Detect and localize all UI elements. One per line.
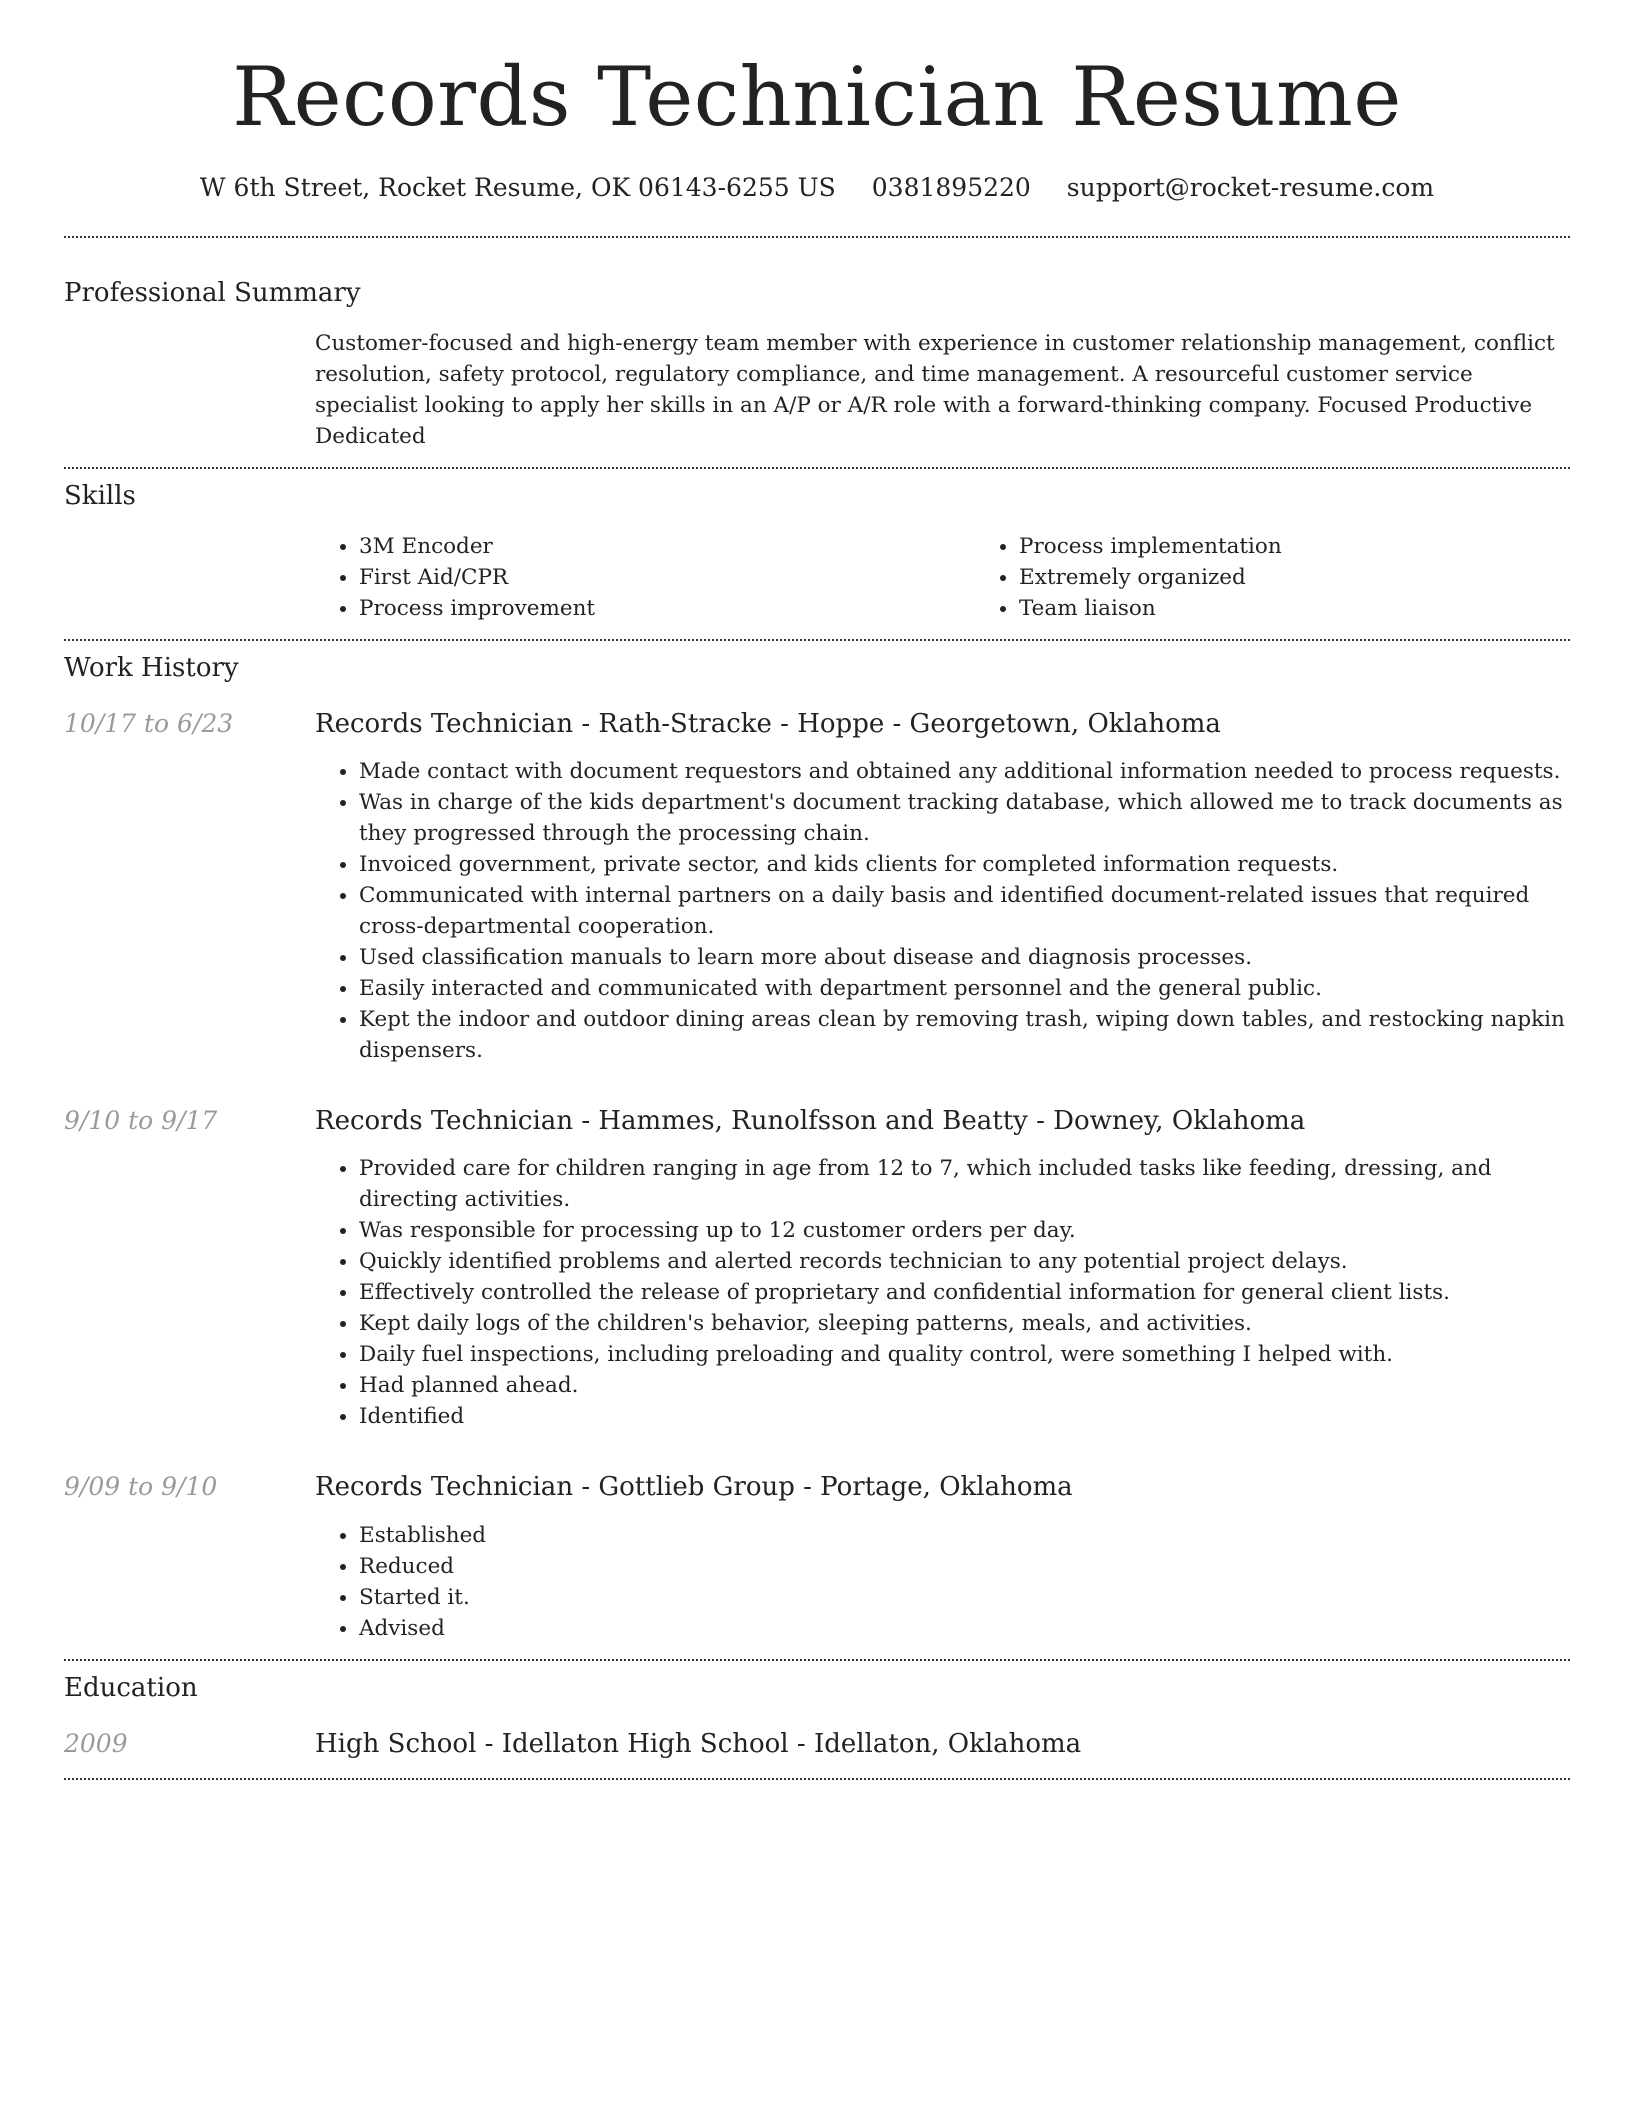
job-dates: 10/17 to 6/23 [64, 709, 234, 738]
skills-section [64, 531, 1570, 624]
section-title-summary: Professional Summary [64, 278, 361, 308]
education-body [315, 1729, 1570, 1760]
resume-page [64, 0, 1570, 1780]
education-entry [64, 1729, 1570, 1760]
job-dates: 9/10 to 9/17 [64, 1106, 218, 1136]
job-body [315, 1472, 1570, 1643]
education-dates: 2009 [64, 1728, 128, 1758]
job-bullet: • Identified [359, 1401, 1570, 1432]
job-bullet: • Quickly identified problems and alerted records technician to any potential project delays. [359, 1246, 1570, 1277]
job-entry [64, 1472, 1570, 1643]
summary-text: Customer-focused and high-energy team member with experience in customer relationship management, conflict resolution, safety protocol, regulatory compliance, and time management. A resourceful customer service specialist looking to apply her skills in an A/P or A/R role with a forward-thinking company. Focused Productive Dedicated [315, 331, 1555, 449]
job-bullets [315, 1520, 1570, 1644]
job-bullet: • Was responsible for processing up to 12 customer orders per day. [359, 1215, 1570, 1246]
skills-spacer [64, 531, 315, 624]
skills-column-left [315, 531, 975, 624]
divider [64, 1778, 1570, 1780]
skill-item: • First Aid/CPR [359, 562, 975, 593]
skill-item: • Team liaison [1019, 593, 1632, 624]
divider [64, 467, 1570, 469]
divider [64, 236, 1570, 238]
summary-body [315, 328, 1570, 452]
job-heading: Records Technician - Hammes, Runolfsson and Beatty - Downey, Oklahoma [315, 1106, 1306, 1137]
job-bullet: • Daily fuel inspections, including preloading and quality control, were something I helped with. [359, 1339, 1570, 1370]
email: support@rocket-resume.com [1066, 173, 1435, 202]
education-heading: High School - Idellaton High School - Idellaton, Oklahoma [315, 1728, 1082, 1759]
job-dates: 9/09 to 9/10 [64, 1472, 218, 1502]
skill-item: • 3M Encoder [359, 531, 975, 562]
resume-title: Records Technician Resume [232, 51, 1402, 145]
skills-list [315, 531, 1632, 624]
job-bullets [315, 756, 1570, 1066]
job-bullet: • Established [359, 1520, 1570, 1551]
job-bullet: • Reduced [359, 1551, 1570, 1582]
skill-item: • Extremely organized [1019, 562, 1632, 593]
job-entry [64, 1106, 1570, 1432]
job-bullet: • Started it. [359, 1582, 1570, 1613]
job-bullet: • Kept daily logs of the children's behavior, sleeping patterns, meals, and activities. [359, 1308, 1570, 1339]
job-bullet: • Communicated with internal partners on a daily basis and identified document-related issues that required cross-departmental cooperation. [359, 880, 1570, 942]
address: W 6th Street, Rocket Resume, OK 06143-6255 US [199, 173, 836, 202]
divider [64, 639, 1570, 641]
job-body [315, 1106, 1570, 1432]
job-heading: Records Technician - Gottlieb Group - Portage, Oklahoma [315, 1472, 1073, 1503]
job-bullet: • Invoiced government, private sector, and kids clients for completed information requests. [359, 849, 1570, 880]
skill-item: • Process implementation [1019, 531, 1632, 562]
job-bullet: • Provided care for children ranging in age from 12 to 7, which included tasks like feeding, dressing, and directing activities. [359, 1153, 1570, 1215]
divider [64, 1659, 1570, 1661]
job-heading: Records Technician - Rath-Stracke - Hoppe - Georgetown, Oklahoma [315, 709, 1221, 739]
section-title-work: Work History [64, 653, 239, 683]
contact-line [64, 173, 1570, 202]
job-bullet: • Kept the indoor and outdoor dining areas clean by removing trash, wiping down tables, and restocking napkin dispensers. [359, 1004, 1570, 1066]
job-bullet: • Was in charge of the kids department's document tracking database, which allowed me to track documents as they progressed through the processing chain. [359, 787, 1570, 849]
skill-item: • Process improvement [359, 593, 975, 624]
section-title-education: Education [64, 1672, 198, 1703]
job-bullet: • Effectively controlled the release of proprietary and confidential information for general client lists. [359, 1277, 1570, 1308]
skills-column-right [975, 531, 1632, 624]
section-title-skills: Skills [64, 481, 136, 511]
job-bullet: • Used classification manuals to learn more about disease and diagnosis processes. [359, 942, 1570, 973]
job-bullets [315, 1153, 1570, 1432]
summary-section [64, 328, 1570, 452]
job-body [315, 709, 1570, 1066]
summary-spacer [64, 328, 315, 452]
job-bullet: • Had planned ahead. [359, 1370, 1570, 1401]
phone: 0381895220 [871, 173, 1031, 202]
job-entry [64, 709, 1570, 1066]
job-bullet: • Advised [359, 1613, 1570, 1644]
job-bullet: • Easily interacted and communicated with department personnel and the general public. [359, 973, 1570, 1004]
job-bullet: • Made contact with document requestors and obtained any additional information needed to process requests. [359, 756, 1570, 787]
